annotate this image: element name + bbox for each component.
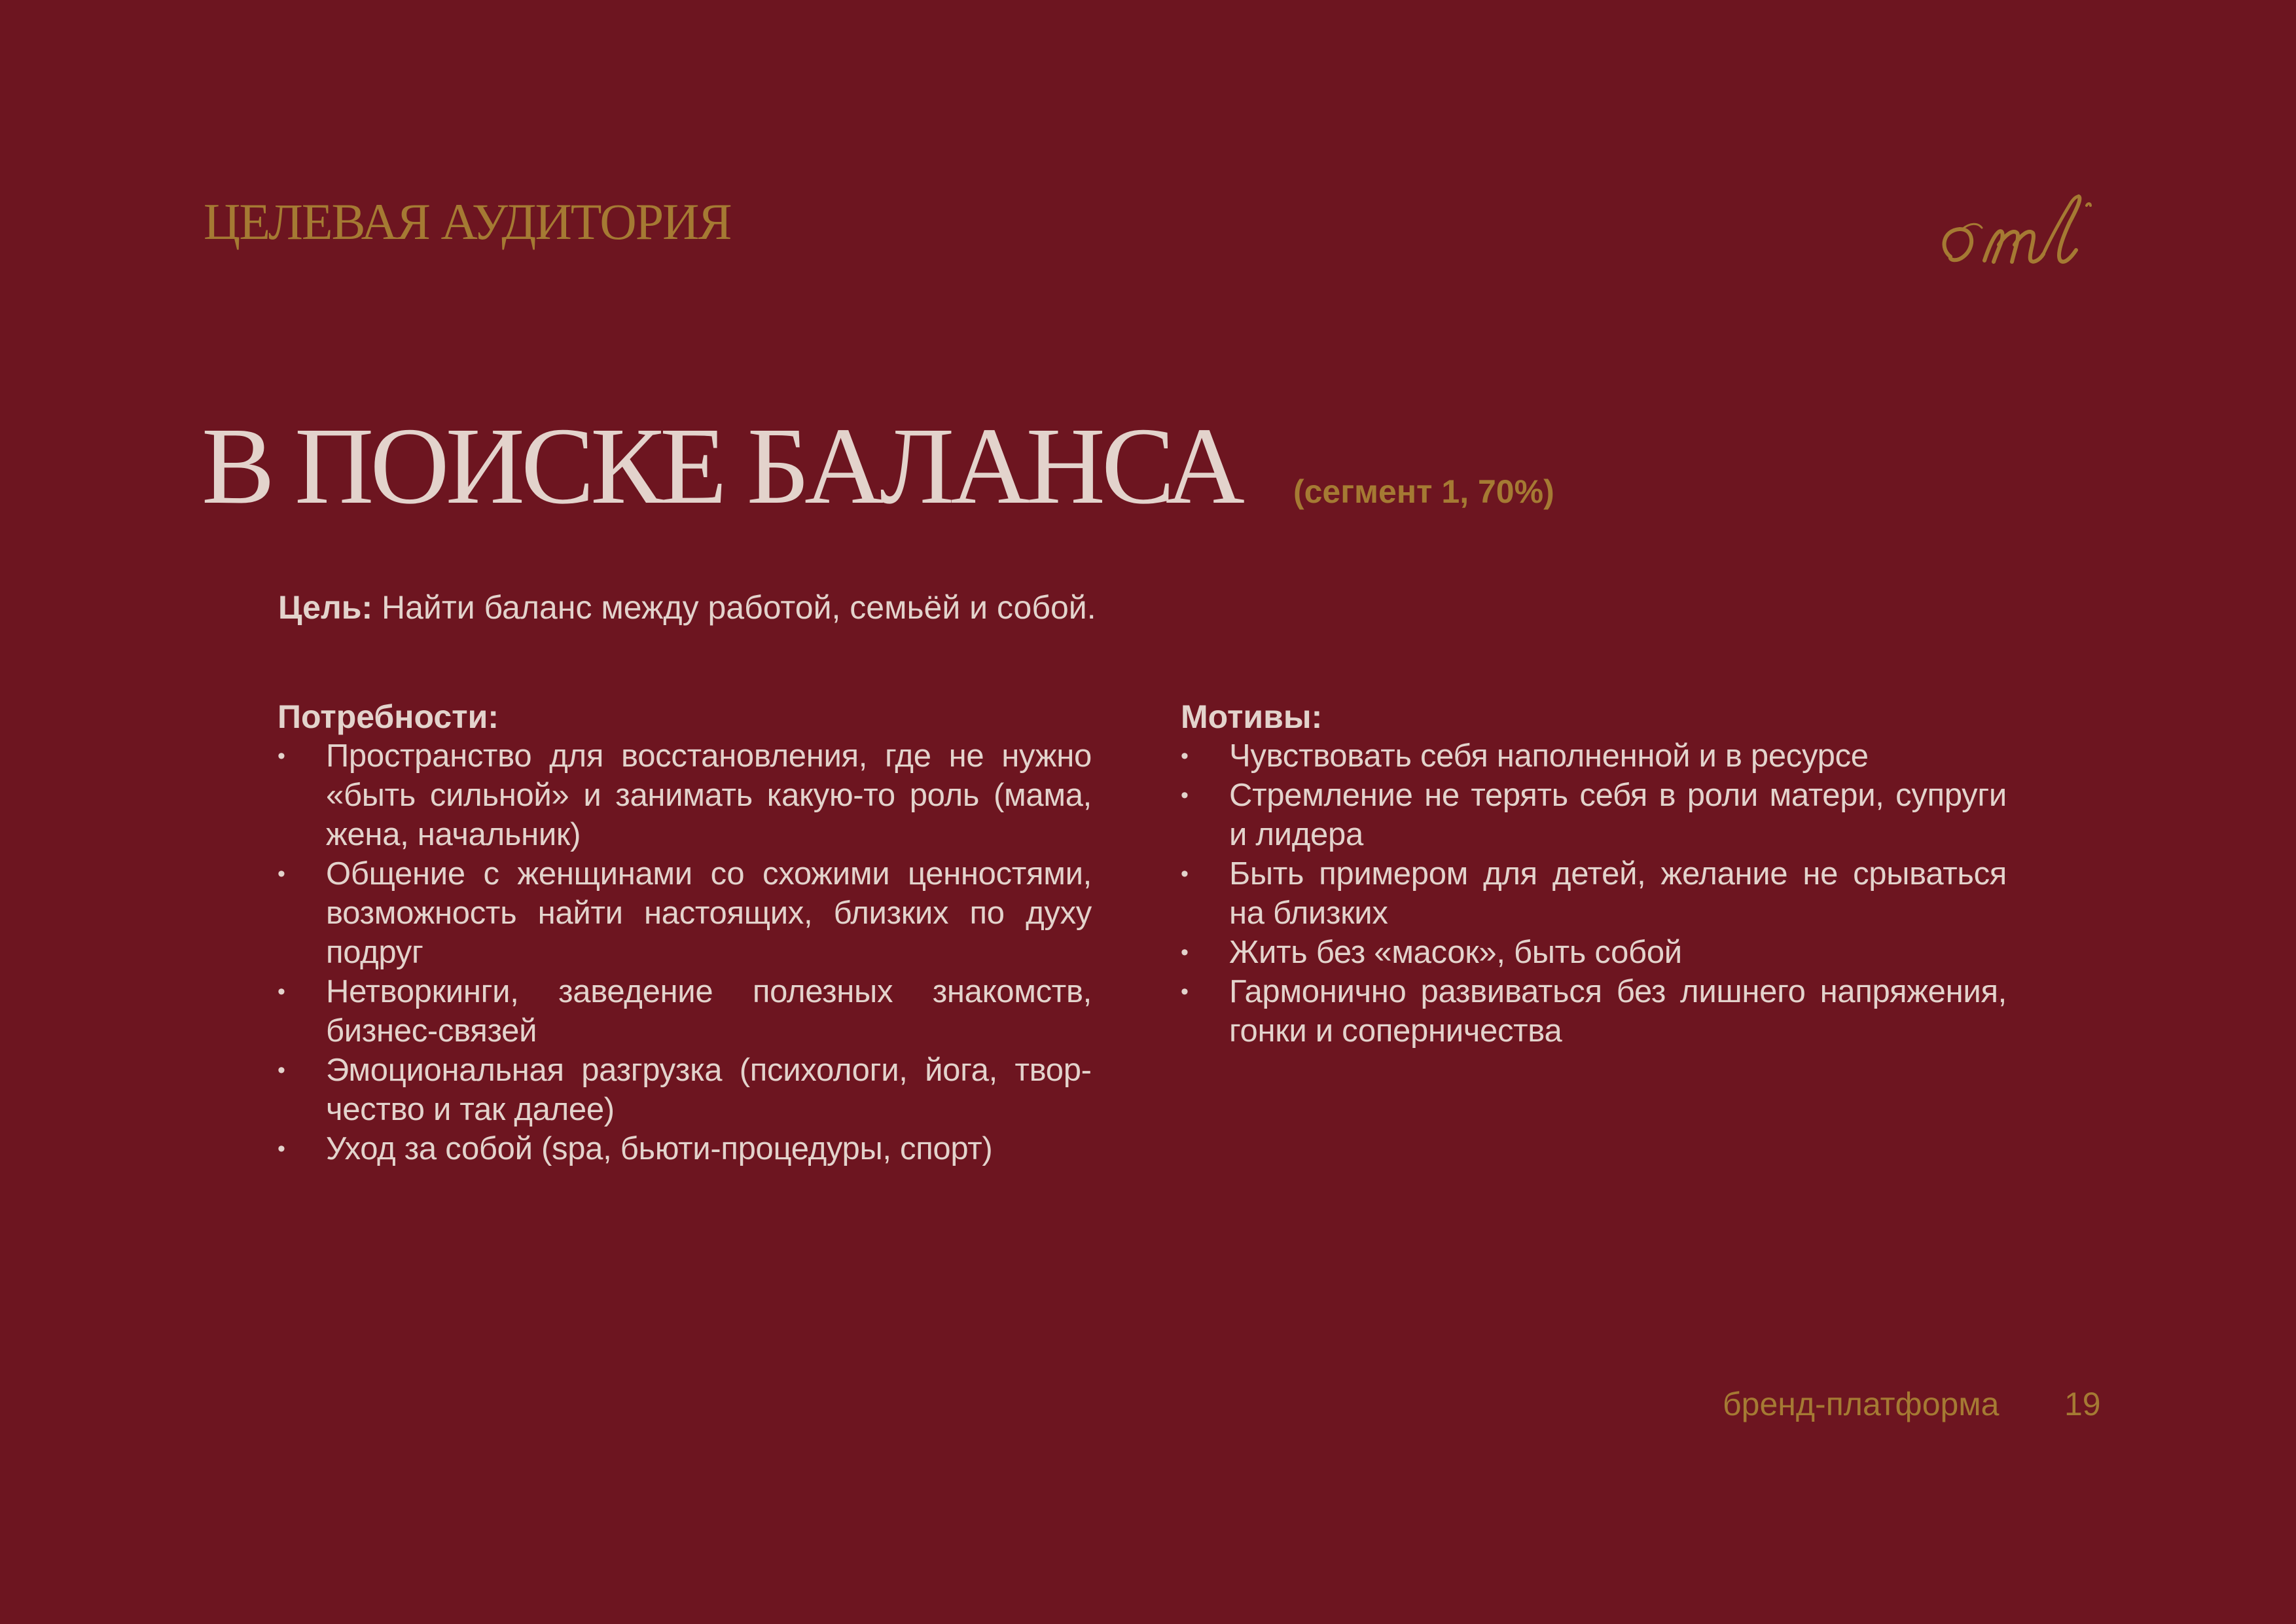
list-item — [1181, 776, 2007, 854]
needs-item-text: Эмоциональная разгрузка (психологи, йога, творчество и так далее) — [326, 1053, 1092, 1127]
list-item — [278, 1051, 1092, 1129]
motives-column — [1181, 697, 2007, 1051]
motives-list — [1181, 736, 2007, 1051]
brand-logo — [1931, 177, 2101, 295]
motives-item-text: Стремление не терять себя в роли матери, супруги и лидера — [1229, 778, 2007, 852]
bullet-icon: • — [1181, 979, 1189, 1004]
goal-text: Найти баланс между работой, семьёй и собой. — [372, 589, 1096, 626]
bullet-icon: • — [1181, 744, 1189, 768]
bullet-icon: • — [1181, 861, 1189, 886]
motives-heading: Мотивы: — [1181, 698, 1323, 735]
goal-line — [278, 588, 1096, 627]
list-item — [1181, 972, 2007, 1051]
list-item — [1181, 854, 2007, 933]
footer-label: бренд-платформа — [1723, 1386, 2000, 1422]
list-item — [1181, 933, 2007, 972]
goal-label: Цель: — [278, 589, 373, 626]
page-number: 19 — [2064, 1386, 2101, 1422]
needs-list — [278, 736, 1092, 1168]
page-title: В ПОИСКЕ БАЛАНСА — [202, 405, 1241, 527]
needs-column — [278, 697, 1092, 1168]
bullet-icon: • — [278, 1058, 285, 1083]
bullet-icon: • — [1181, 783, 1189, 808]
list-item — [278, 1129, 1092, 1168]
motives-item-text: Быть примером для детей, желание не срываться на близких — [1229, 856, 2007, 931]
list-item — [278, 972, 1092, 1051]
headline-row — [202, 405, 1554, 527]
needs-item-text: Общение с женщинами со схожими ценностями, возможность найти настоящих, близких по духу подруг — [326, 856, 1092, 970]
bullet-icon: • — [278, 1136, 285, 1161]
needs-heading: Потребности: — [278, 698, 499, 735]
section-label: ЦЕЛЕВАЯ АУДИТОРИЯ — [204, 193, 731, 250]
bullet-icon: • — [278, 744, 285, 768]
list-item — [278, 736, 1092, 854]
needs-item-text: Уход за собой (spa, бьюти-процедуры, спорт) — [326, 1131, 993, 1166]
segment-note: (сегмент 1, 70%) — [1293, 473, 1554, 510]
bullet-icon: • — [278, 979, 285, 1004]
motives-item-text: Гармонично развиваться без лишнего напряжения, гонки и соперничества — [1229, 974, 2007, 1049]
list-item — [1181, 736, 2007, 776]
needs-item-text: Пространство для восстановления, где не нужно «быть сильной» и занимать какую-то роль (мама, жена, начальник) — [326, 738, 1092, 852]
bullet-icon: • — [278, 861, 285, 886]
motives-item-text: Чувствовать себя наполненной и в ресурсе — [1229, 738, 1869, 774]
list-item — [278, 854, 1092, 972]
bullet-icon: • — [1181, 940, 1189, 965]
motives-item-text: Жить без «масок», быть собой — [1229, 935, 1682, 970]
needs-item-text: Нетворкинги, заведение полезных знакомств, бизнес-связей — [326, 974, 1092, 1049]
